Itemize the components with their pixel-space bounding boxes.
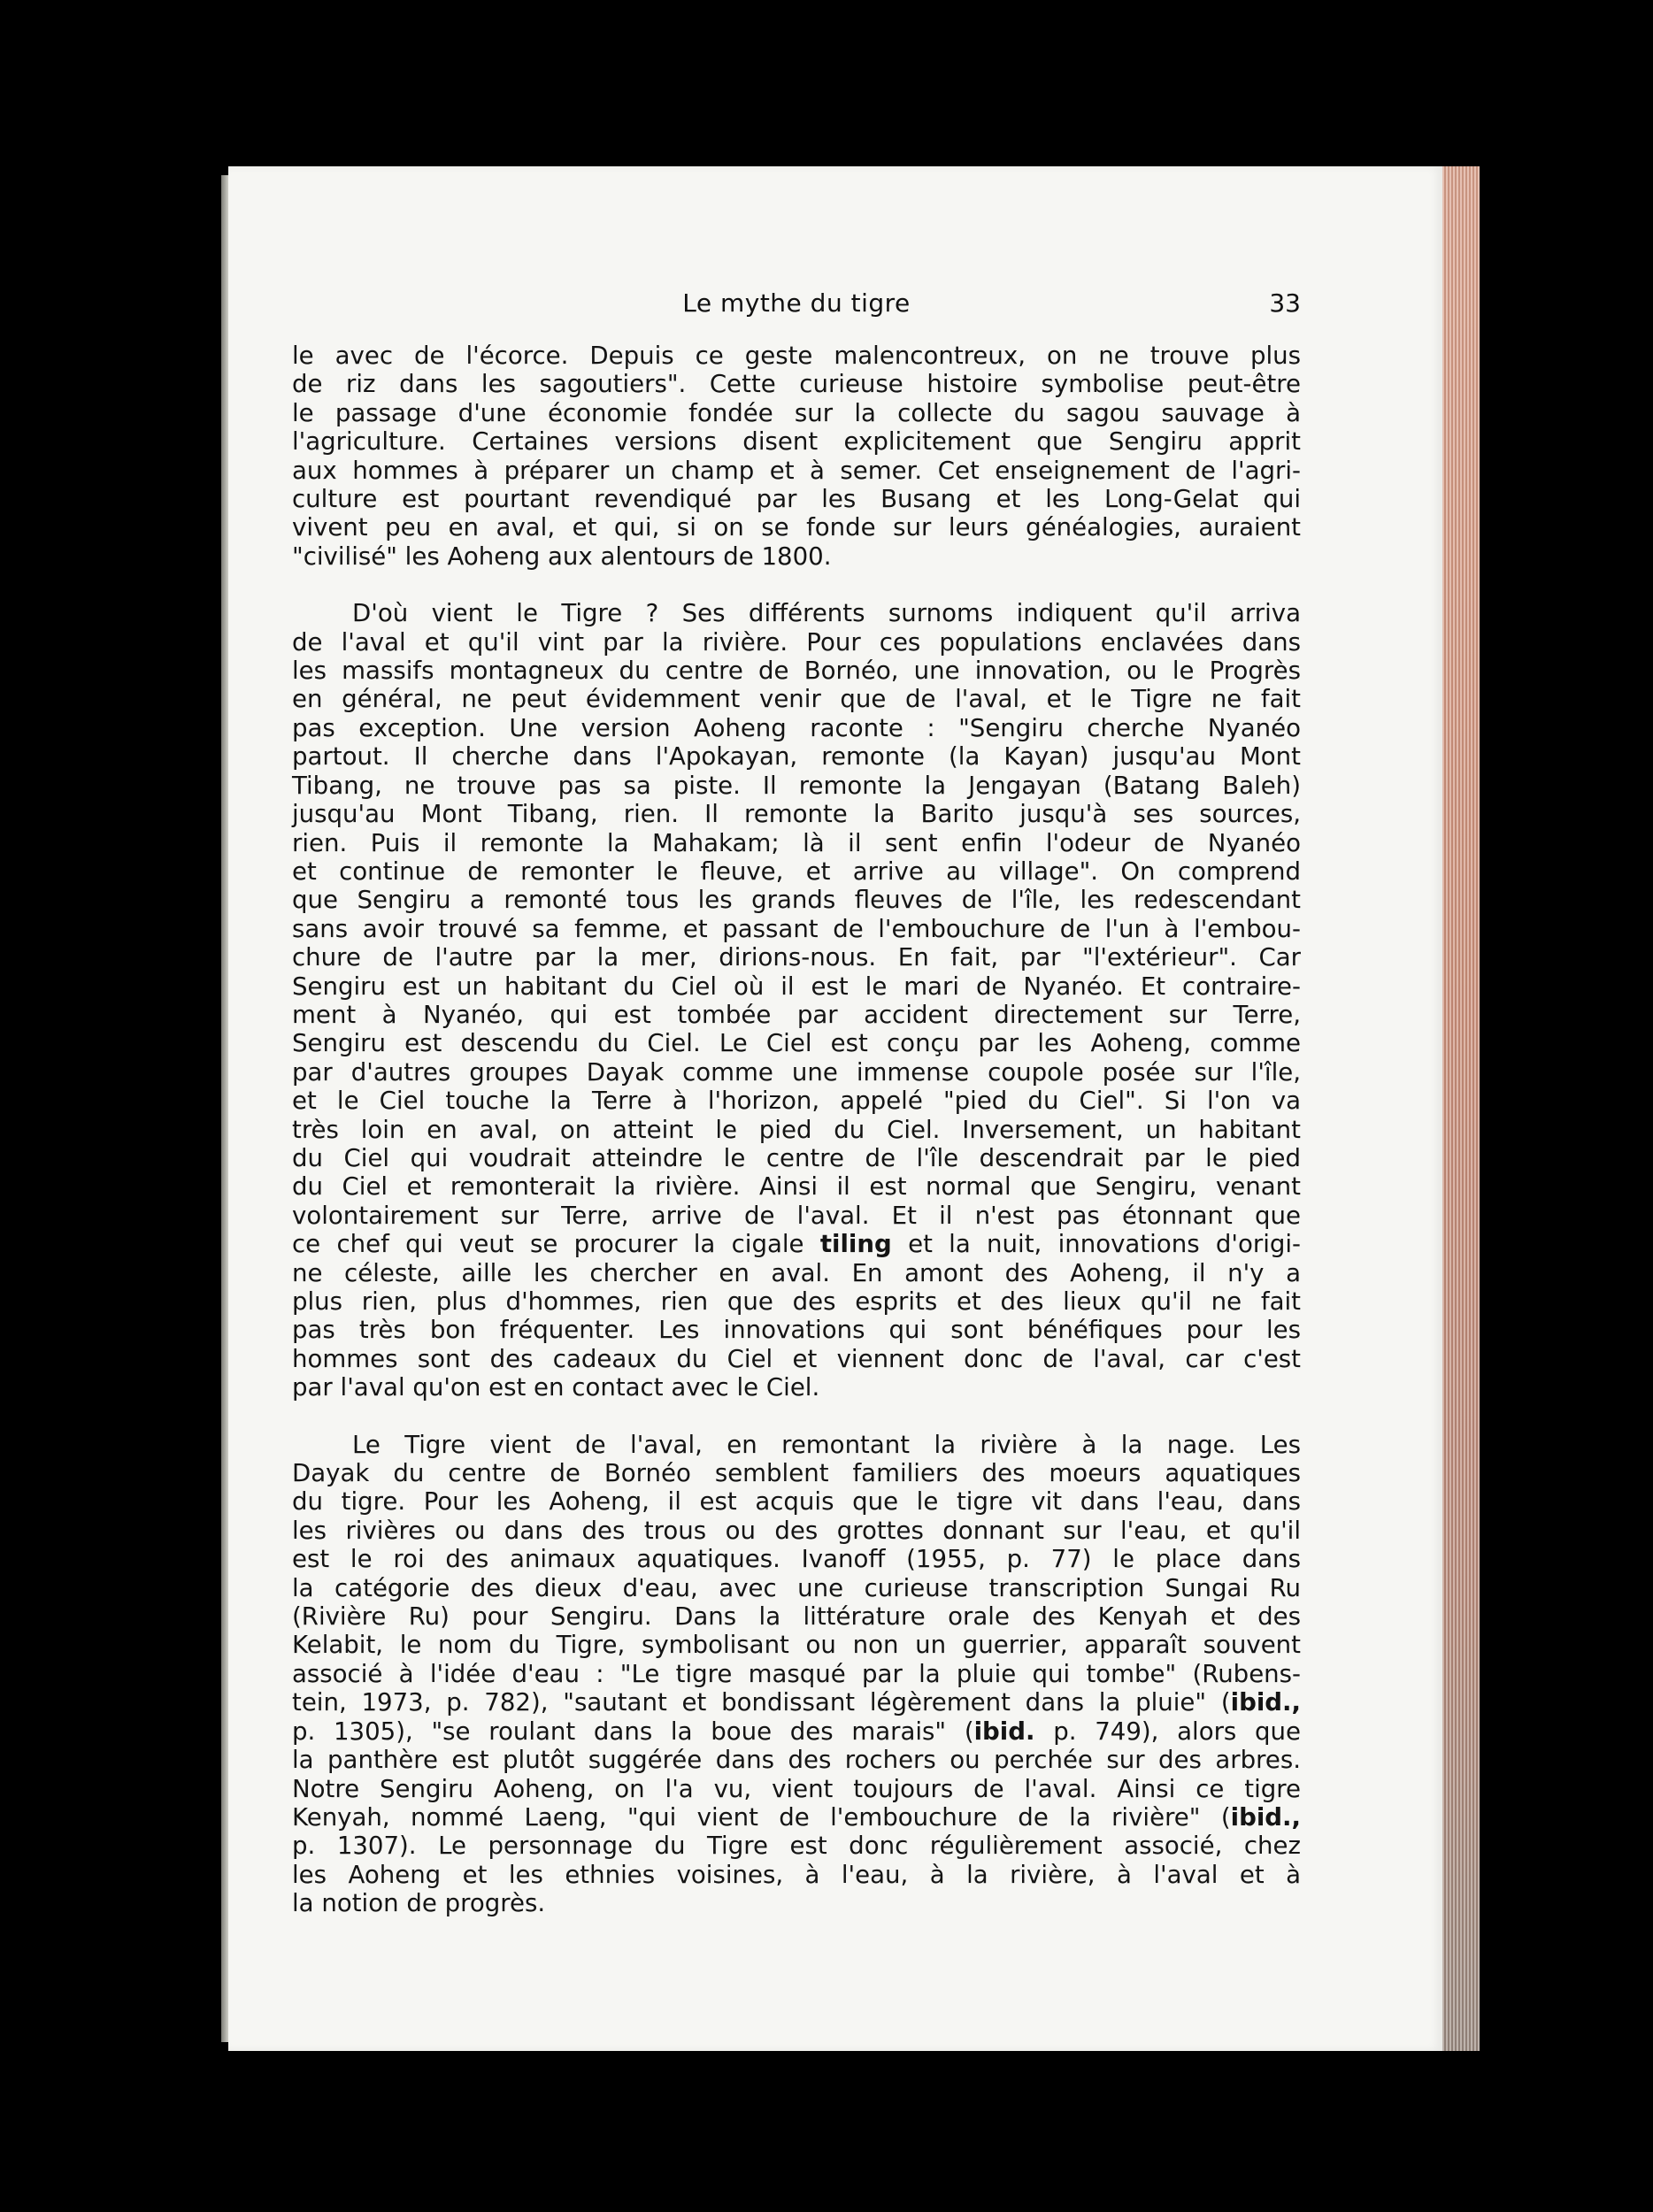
text-line: sans avoir trouvé sa femme, et passant de l'embouchure de l'un à l'embou- <box>292 913 1301 943</box>
text-line: du Ciel qui voudrait atteindre le centre de l'île descendrait par le pied <box>292 1142 1301 1172</box>
text-line: la catégorie des dieux d'eau, avec une curieuse transcription Sungai Ru <box>292 1572 1301 1602</box>
book-page-edges <box>1442 166 1480 2051</box>
text-line: très loin en aval, on atteint le pied du Ciel. Inversement, un habitant <box>292 1114 1301 1144</box>
text-line: chure de l'autre par la mer, dirions-nous. En fait, par "l'extérieur". Car <box>292 942 1301 972</box>
text-line: p. 1305), "se roulant dans la boue des marais" (ibid. p. 749), alors que <box>292 1716 1301 1746</box>
text-line: aux hommes à préparer un champ et à semer. Cet enseignement de l'agri- <box>292 455 1301 485</box>
text-line: p. 1307). Le personnage du Tigre est donc régulièrement associé, chez <box>292 1831 1301 1861</box>
book-spine-shadow <box>221 175 228 2042</box>
text-line: vivent peu en aval, et qui, si on se fonde sur leurs généalogies, auraient <box>292 512 1301 542</box>
text-line: et continue de remonter le fleuve, et arrive au village". On comprend <box>292 856 1301 886</box>
text-line: en général, ne peut évidemment venir que de l'aval, et le Tigre ne fait <box>292 684 1301 714</box>
text-line: les Aoheng et les ethnies voisines, à l'eau, à la rivière, à l'aval et à <box>292 1859 1301 1889</box>
text-line: Sengiru est descendu du Ciel. Le Ciel est conçu par les Aoheng, comme <box>292 1028 1301 1058</box>
text-line: par l'aval qu'on est en contact avec le Ciel. <box>292 1372 820 1402</box>
text-line: par d'autres groupes Dayak comme une immense coupole posée sur l'île, <box>292 1056 1301 1087</box>
text-line: pas exception. Une version Aoheng raconte : "Sengiru cherche Nyanéo <box>292 712 1301 742</box>
text-line: l'agriculture. Certaines versions disent explicitement que Sengiru apprit <box>292 426 1301 457</box>
text-line: la panthère est plutôt suggérée dans des rochers ou perchée sur des arbres. <box>292 1745 1301 1775</box>
paragraph-1 <box>292 342 1301 571</box>
text-line: Kelabit, le nom du Tigre, symbolisant ou non un guerrier, apparaît souvent <box>292 1630 1301 1660</box>
text-line: rien. Puis il remonte la Mahakam; là il sent enfin l'odeur de Nyanéo <box>292 827 1301 857</box>
text-line: culture est pourtant revendiqué par les Busang et les Long-Gelat qui <box>292 484 1301 514</box>
text-line: de riz dans les sagoutiers". Cette curieuse histoire symbolise peut-être <box>292 369 1301 399</box>
text-line: que Sengiru a remonté tous les grands fleuves de l'île, les redescendant <box>292 885 1301 915</box>
text-line: les massifs montagneux du centre de Bornéo, une innovation, ou le Progrès <box>292 656 1301 686</box>
text-line: associé à l'idée d'eau : "Le tigre masqué par la pluie qui tombe" (Rubens- <box>292 1658 1301 1688</box>
paragraph-2 <box>292 599 1301 1402</box>
text-line: la notion de progrès. <box>292 1888 546 1918</box>
page-number: 33 <box>1269 288 1301 318</box>
text-line: ne céleste, aille les chercher en aval. En amont des Aoheng, il n'y a <box>292 1257 1301 1287</box>
text-line: "civilisé" les Aoheng aux alentours de 1800. <box>292 541 832 571</box>
text-line: (Rivière Ru) pour Sengiru. Dans la littérature orale des Kenyah et des <box>292 1601 1301 1632</box>
text-line: ment à Nyanéo, qui est tombée par accident directement sur Terre, <box>292 999 1301 1029</box>
body-text <box>292 342 1301 1918</box>
text-line: D'où vient le Tigre ? Ses différents surnoms indiquent qu'il arriva <box>352 598 1301 628</box>
text-line: Kenyah, nommé Laeng, "qui vient de l'embouchure de la rivière" (ibid., <box>292 1801 1301 1832</box>
text-line: du tigre. Pour les Aoheng, il est acquis que le tigre vit dans l'eau, dans <box>292 1486 1301 1517</box>
book-page-block <box>221 166 1480 2051</box>
text-line: Tibang, ne trouve pas sa piste. Il remonte la Jengayan (Batang Baleh) <box>292 770 1301 800</box>
text-line: du Ciel et remonterait la rivière. Ainsi il est normal que Sengiru, venant <box>292 1171 1301 1202</box>
text-line: hommes sont des cadeaux du Ciel et viennent donc de l'aval, car c'est <box>292 1343 1301 1373</box>
text-line: est le roi des animaux aquatiques. Ivanoff (1955, p. 77) le place dans <box>292 1544 1301 1574</box>
text-line: le passage d'une économie fondée sur la collecte du sagou sauvage à <box>292 397 1301 427</box>
text-line: Dayak du centre de Bornéo semblent familiers des moeurs aquatiques <box>292 1458 1301 1488</box>
text-line: Notre Sengiru Aoheng, on l'a vu, vient toujours de l'aval. Ainsi ce tigre <box>292 1773 1301 1803</box>
text-line: volontairement sur Terre, arrive de l'aval. Et il n'est pas étonnant que <box>292 1200 1301 1230</box>
text-line: partout. Il cherche dans l'Apokayan, remonte (la Kayan) jusqu'au Mont <box>292 741 1301 772</box>
text-line: les rivières ou dans des trous ou des grottes donnant sur l'eau, et qu'il <box>292 1515 1301 1545</box>
text-line: de l'aval et qu'il vint par la rivière. Pour ces populations enclavées dans <box>292 626 1301 657</box>
text-line: tein, 1973, p. 782), "sautant et bondissant légèrement dans la pluie" (ibid., <box>292 1687 1301 1717</box>
running-header <box>292 288 1301 327</box>
text-line: ce chef qui veut se procurer la cigale tiling et la nuit, innovations d'origi- <box>292 1229 1301 1259</box>
text-line: pas très bon fréquenter. Les innovations qui sont bénéfiques pour les <box>292 1315 1301 1345</box>
paragraph-3 <box>292 1431 1301 1918</box>
text-line: jusqu'au Mont Tibang, rien. Il remonte la Barito jusqu'à ses sources, <box>292 799 1301 829</box>
text-line: et le Ciel touche la Terre à l'horizon, appelé "pied du Ciel". Si l'on va <box>292 1086 1301 1116</box>
book-page <box>228 166 1442 2051</box>
text-line: Sengiru est un habitant du Ciel où il est le mari de Nyanéo. Et contraire- <box>292 971 1301 1001</box>
text-line: le avec de l'écorce. Depuis ce geste malencontreux, on ne trouve plus <box>292 341 1301 370</box>
text-line: plus rien, plus d'hommes, rien que des esprits et des lieux qu'il ne fait <box>292 1286 1301 1316</box>
running-title: Le mythe du tigre <box>682 288 911 318</box>
text-line: Le Tigre vient de l'aval, en remontant la rivière à la nage. Les <box>352 1429 1301 1459</box>
